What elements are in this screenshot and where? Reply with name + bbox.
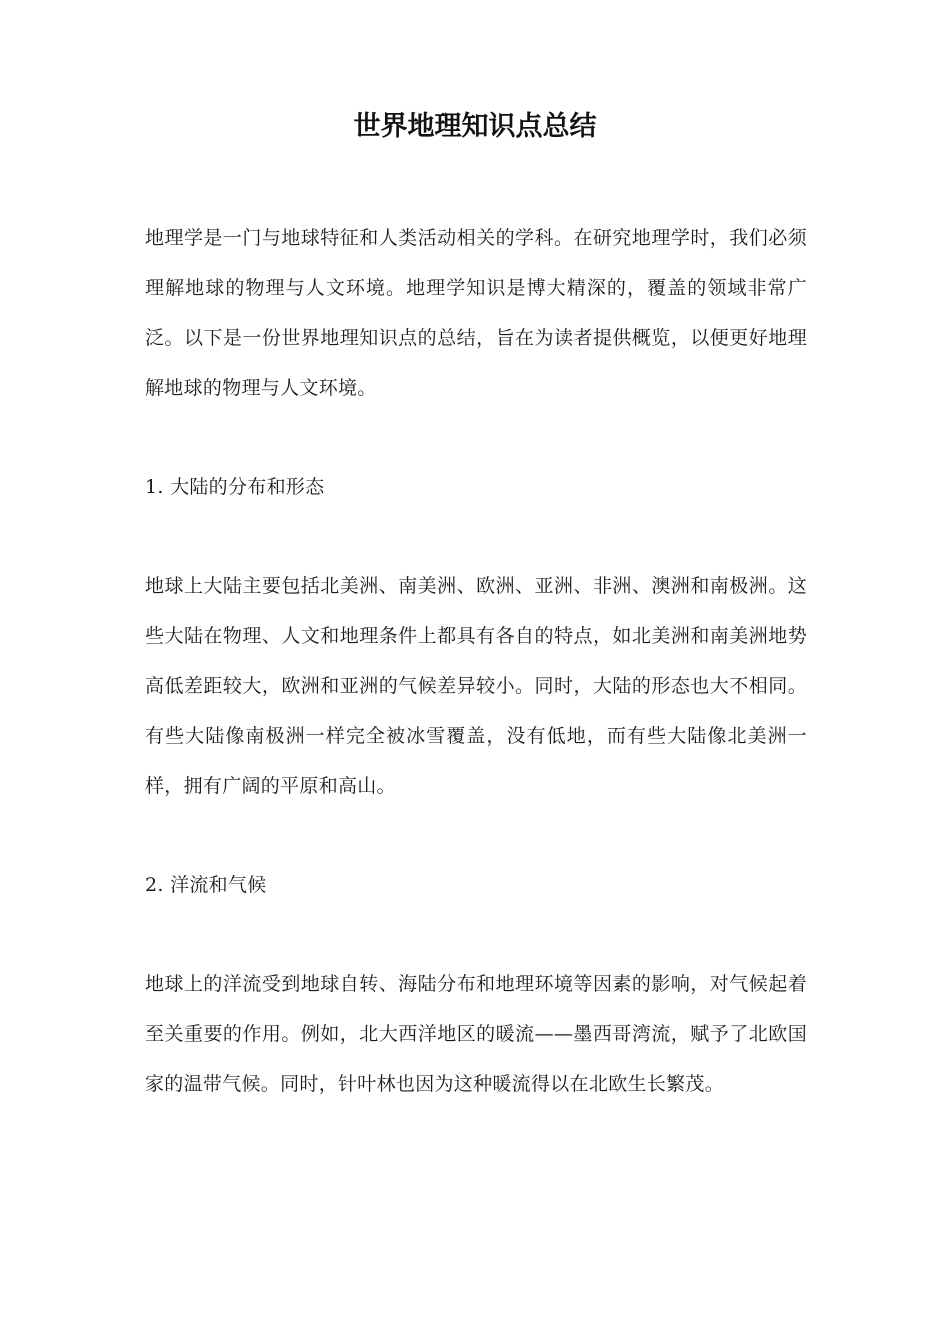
document-title: 世界地理知识点总结	[353, 111, 597, 142]
intro-paragraph: 地理学是一门与地球特征和人类活动相关的学科。在研究地理学时，我们必须理解地球的物理与人文环境。地理学知识是博大精深的，覆盖的领域非常广泛。以下是一份世界地理知识点的总结，旨在为读者提供概览，以便更好地理解地球的物理与人文环境。	[145, 227, 807, 399]
section-2-body: 地球上的洋流受到地球自转、海陆分布和地理环境等因素的影响，对气候起着至关重要的作用。例如，北大西洋地区的暖流——墨西哥湾流，赋予了北欧国家的温带气候。同时，针叶林也因为这种暖流得以在北欧生长繁茂。	[145, 973, 807, 1095]
section-2-heading: 2. 洋流和气候	[145, 874, 267, 896]
section-1-body: 地球上大陆主要包括北美洲、南美洲、欧洲、亚洲、非洲、澳洲和南极洲。这些大陆在物理、人文和地理条件上都具有各自的特点，如北美洲和南美洲地势高低差距较大，欧洲和亚洲的气候差异较小。同时，大陆的形态也大不相同。有些大陆像南极洲一样完全被冰雪覆盖，没有低地，而有些大陆像北美洲一样，拥有广阔的平原和高山。	[145, 575, 807, 797]
section-1-heading: 1. 大陆的分布和形态	[145, 476, 325, 498]
